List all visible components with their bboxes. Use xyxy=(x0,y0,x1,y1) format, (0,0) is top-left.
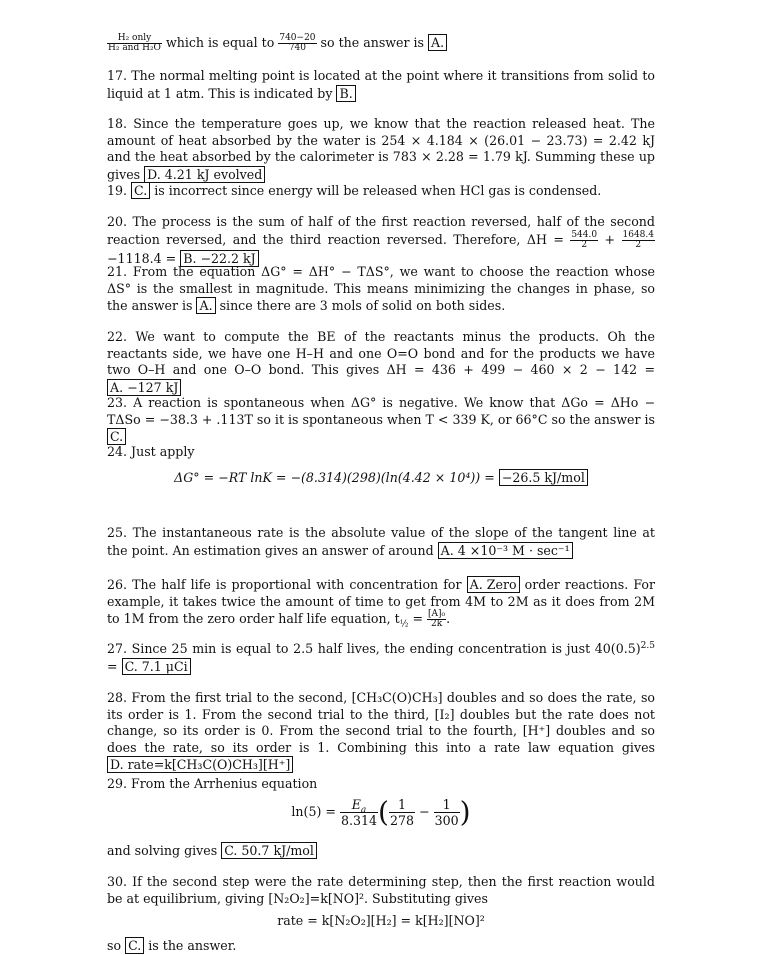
q28: 28. From the first trial to the second, [CH₃C(O)CH₃] doubles and so does the rate, so its order is 1. From the second trial to the third, [I₂] doubles but the rate does not change, so its order is 0. From the second trial to the fourth, [H⁺] doubles and so does the rate, so its order is 1. Combining this into a rate law equation gives D. rate=k[CH₃C(O)CH₃][H⁺] xyxy=(107,690,655,772)
q22: 22. We want to compute the BE of the reactants minus the products. Oh the reactants side, we have one H–H and one O=O bond and for the products we have two O–H and one O–O bond. This gives ΔH = 436 + 499 − 460 × 2 − 142 = A. −127 kJ xyxy=(107,329,655,395)
answer-box: D. rate=k[CH₃C(O)CH₃][H⁺] xyxy=(107,756,293,773)
answer-box: C. xyxy=(107,428,126,445)
fraction-544: $\frac{544.0}{2}$ xyxy=(571,229,598,250)
fraction-740: $\frac{740-20}{740}$ xyxy=(279,33,316,53)
q19: 19. C. is incorrect since energy will be released when HCl gas is condensed. xyxy=(107,183,602,198)
q27: 27. Since 25 min is equal to 2.5 half lives, the ending concentration is just $40(0.5)^{2.5} = C$. 7.1 μCi xyxy=(107,640,655,674)
fraction-h2-ratio: $\frac{\text{H₂ only}}{\text{H₂ and H₂O}}$ xyxy=(108,33,161,53)
answer-box: A. Zero xyxy=(467,576,520,593)
fraction-1-278: $\frac{1}{278}$ xyxy=(389,797,414,828)
q30: 30. If the second step were the rate determining step, then the first reaction would be at equilibrium, giving [N₂O₂]=k[NO]². Substituting gives xyxy=(107,874,655,906)
fraction-ea-r: $\frac{E_a}{8.314}$ xyxy=(340,797,378,828)
q26: 26. The half life is proportional with concentration for A. Zero order reactions. For example, it takes twice the amount of time to get from 4M to 2M as it does from 2M to 1M from the zero order half life equation, $t_{\frac{1}{2}}$ = $\frac{\text{[A]₀}}{2k}$ . xyxy=(107,577,655,630)
answer-box: A. xyxy=(196,297,215,314)
q30-conclusion: so C. is the answer. xyxy=(107,938,237,953)
answer-box: C. xyxy=(125,937,144,954)
answer-box: A. xyxy=(428,34,447,51)
q29-equation: ln(5) = $\frac{E_a}{8.314}$ ( $\frac{1}{278}$ − $\frac{1}{300}$ ) xyxy=(291,795,471,829)
answer-box: C. 50.7 kJ/mol xyxy=(221,842,317,859)
right-paren: ) xyxy=(459,795,471,829)
answer-box: C. 7.1 μCi xyxy=(122,658,191,675)
q25: 25. The instantaneous rate is the absolute value of the slope of the tangent line at the point. An estimation gives an answer of around A. 4 ×10⁻³ M · sec⁻¹ xyxy=(107,525,655,558)
q21: 21. From the equation ΔG° = ΔH° − TΔS°, we want to choose the reaction whose ΔS° is the smallest in magnitude. This means minimizing the changes in phase, so the answer is A. since there are 3 mols of solid on both sides. xyxy=(107,264,655,313)
q29: 29. From the Arrhenius equation xyxy=(107,776,318,791)
answer-box: B. xyxy=(336,85,355,102)
q24-equation: ΔG° = −RT lnK = −(8.314)(298)(ln(4.42 × 10⁴)) = −26.5 kJ/mol xyxy=(107,469,655,487)
answer-box: B. −22.2 kJ xyxy=(180,250,259,267)
q23: 23. A reaction is spontaneous when ΔG° is negative. We know that ΔGo = ΔHo − TΔSo = −38.3 + .113T so it is spontaneous when T < 339 K, or 66°C so the answer is C. xyxy=(107,395,655,444)
fraction-1-300: $\frac{1}{300}$ xyxy=(434,797,459,828)
q24: 24. Just apply xyxy=(107,444,195,459)
q29-solution: and solving gives C. 50.7 kJ/mol xyxy=(107,842,655,860)
left-paren: ( xyxy=(378,795,389,829)
q18: 18. Since the temperature goes up, we know that the reaction released heat. The amount of heat absorbed by the water is 254 × 4.184 × (26.01 − 23.73) = 2.42 kJ and the heat absorbed by the calorimeter is 783 × 2.28 = 1.79 kJ. Summing these up gives D. 4.21 kJ evolved xyxy=(107,116,655,182)
answer-box: −26.5 kJ/mol xyxy=(499,469,588,486)
answer-box: A. 4 ×10⁻³ M · sec⁻¹ xyxy=(438,542,573,559)
q16-tail: $\frac{\text{H₂ only}}{\text{H₂ and H₂O}}$ which is equal to $\frac{740-20}{740}$ so the answer is A. xyxy=(107,34,655,53)
q20: 20. The process is the sum of half of the first reaction reversed, half of the second reaction reversed, and the third reaction reversed. Therefore, ΔH = $\frac{544.0}{2}$ + $\frac{1648.4}{2}$ −1118.4 = B. −22.2 kJ xyxy=(107,214,655,266)
fraction-half-life: $\frac{\text{[A]₀}}{2k}$ xyxy=(428,609,446,629)
answer-box: D. 4.21 kJ evolved xyxy=(144,166,265,183)
q17: 17. The normal melting point is located at the point where it transitions from solid to liquid at 1 atm. This is indicated by B. xyxy=(107,68,655,101)
answer-box: A. −127 kJ xyxy=(107,379,181,396)
answer-box: C. xyxy=(131,182,150,199)
fraction-1648: $\frac{1648.4}{2}$ xyxy=(622,229,654,250)
q30-equation: rate = k[N₂O₂][H₂] = k[H₂][NO]² xyxy=(277,913,485,928)
